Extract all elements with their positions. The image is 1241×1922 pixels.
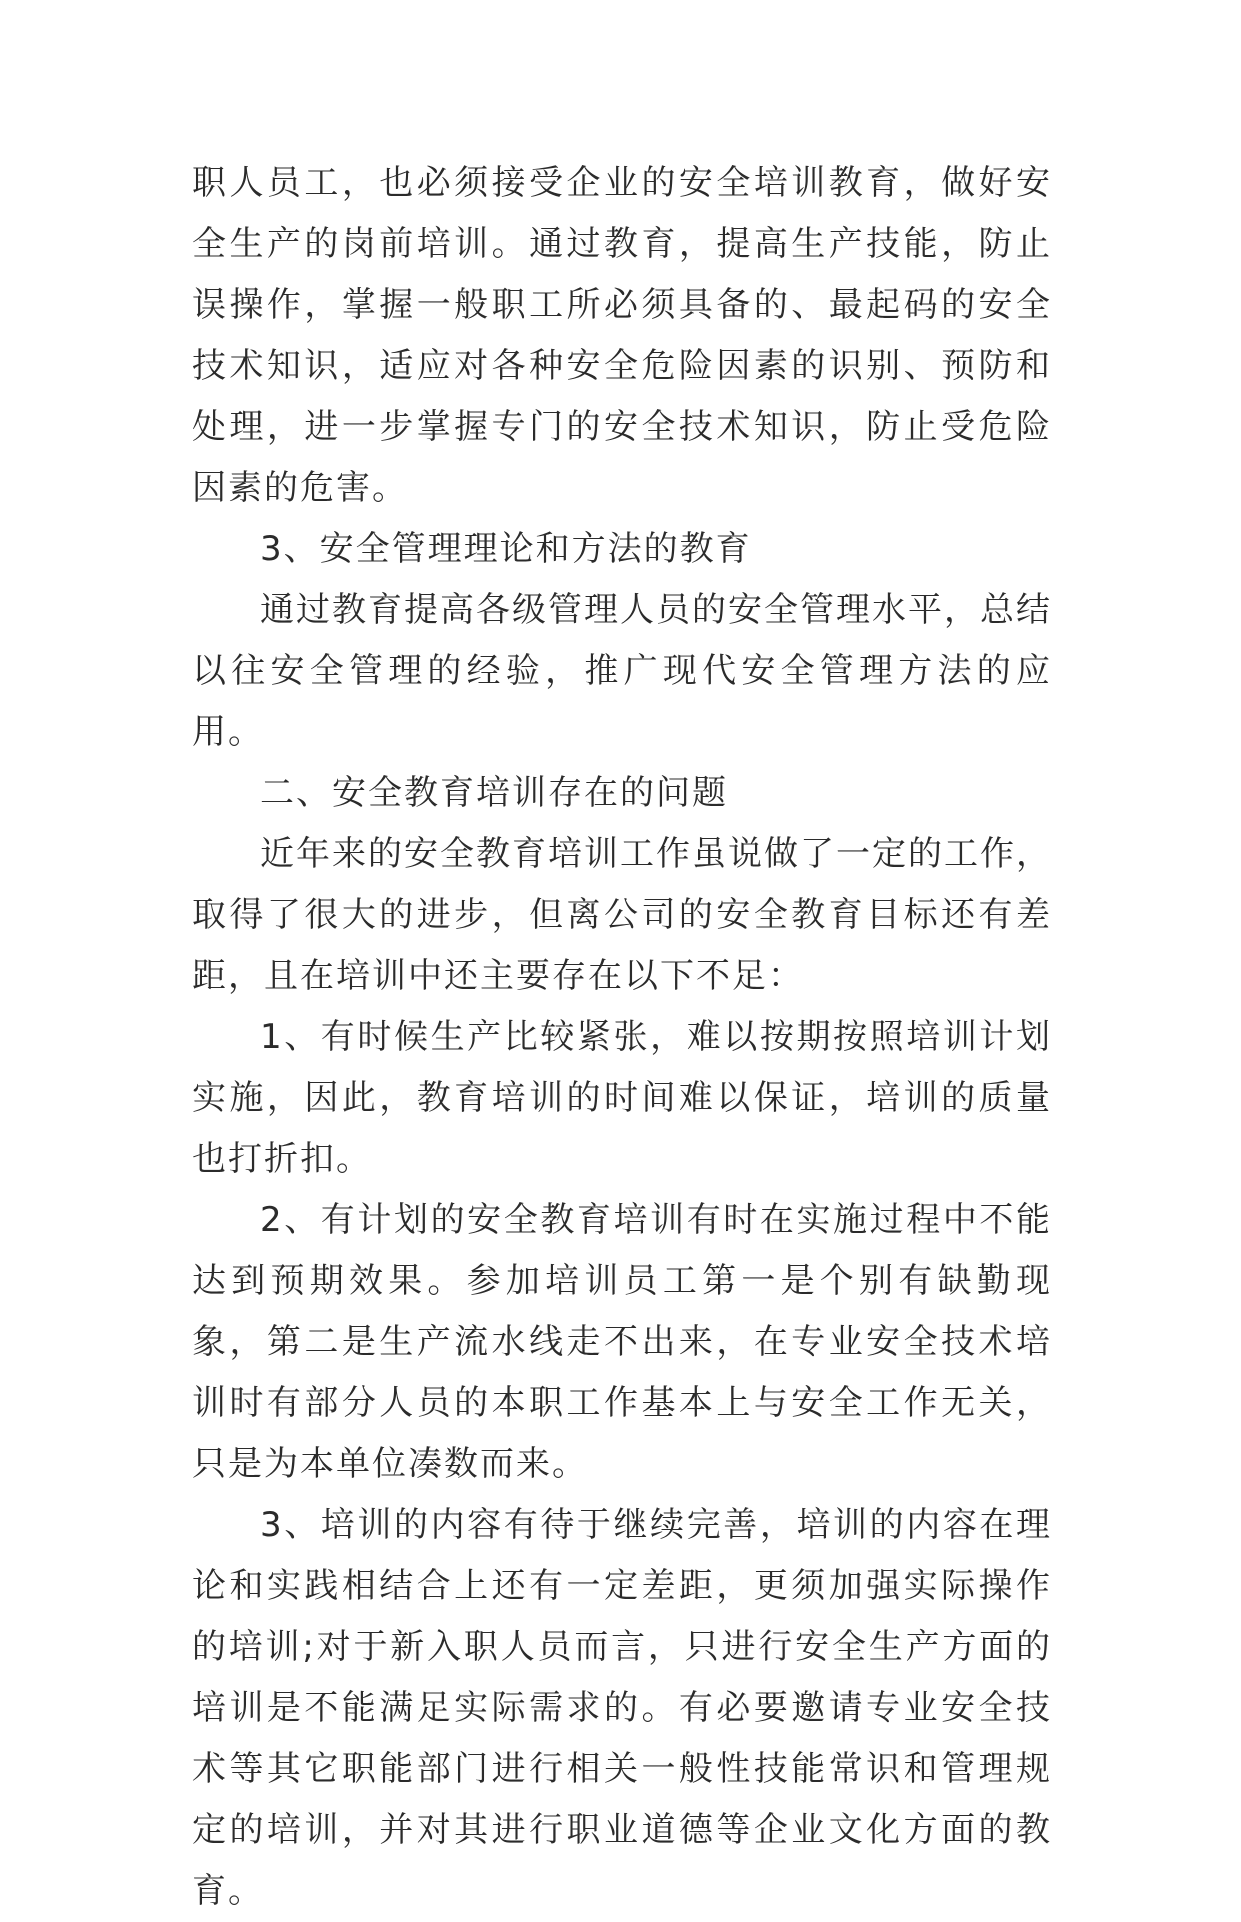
paragraph-problem-2: 2、有计划的安全教育培训有时在实施过程中不能达到预期效果。参加培训员工第一是个别有缺勤现象，第二是生产流水线走不出来，在专业安全技术培训时有部分人员的本职工作基本上与安全工作无关，只是为本单位凑数而来。 xyxy=(192,1200,1052,1484)
paragraph-problem-3: 3、培训的内容有待于继续完善，培训的内容在理论和实践相结合上还有一定差距，更须加强实际操作的培训;对于新入职人员而言，只进行安全生产方面的培训是不能满足实际需求的。有必要邀请专业安全技术等其它职能部门进行相关一般性技能常识和管理规定的培训，并对其进行职业道德等企业文化方面的教育。 xyxy=(192,1505,1052,1911)
section-heading-3: 3、安全管理理论和方法的教育 xyxy=(260,529,752,569)
document-body xyxy=(192,153,1052,1922)
paragraph-continuation: 职人员工，也必须接受企业的安全培训教育，做好安全生产的岗前培训。通过教育，提高生产技能，防止误操作，掌握一般职工所必须具备的、最起码的安全技术知识，适应对各种安全危险因素的识别、预防和处理，进一步掌握专门的安全技术知识，防止受危险因素的危害。 xyxy=(192,163,1052,508)
paragraph-problems-intro: 近年来的安全教育培训工作虽说做了一定的工作，取得了很大的进步，但离公司的安全教育目标还有差距，且在培训中还主要存在以下不足： xyxy=(192,834,1052,996)
paragraph-problem-1: 1、有时候生产比较紧张，难以按期按照培训计划实施，因此，教育培训的时间难以保证，培训的质量也打折扣。 xyxy=(192,1017,1052,1179)
paragraph-management-education: 通过教育提高各级管理人员的安全管理水平，总结以往安全管理的经验，推广现代安全管理方法的应用。 xyxy=(192,590,1052,752)
section-heading-problems: 二、安全教育培训存在的问题 xyxy=(260,773,728,813)
